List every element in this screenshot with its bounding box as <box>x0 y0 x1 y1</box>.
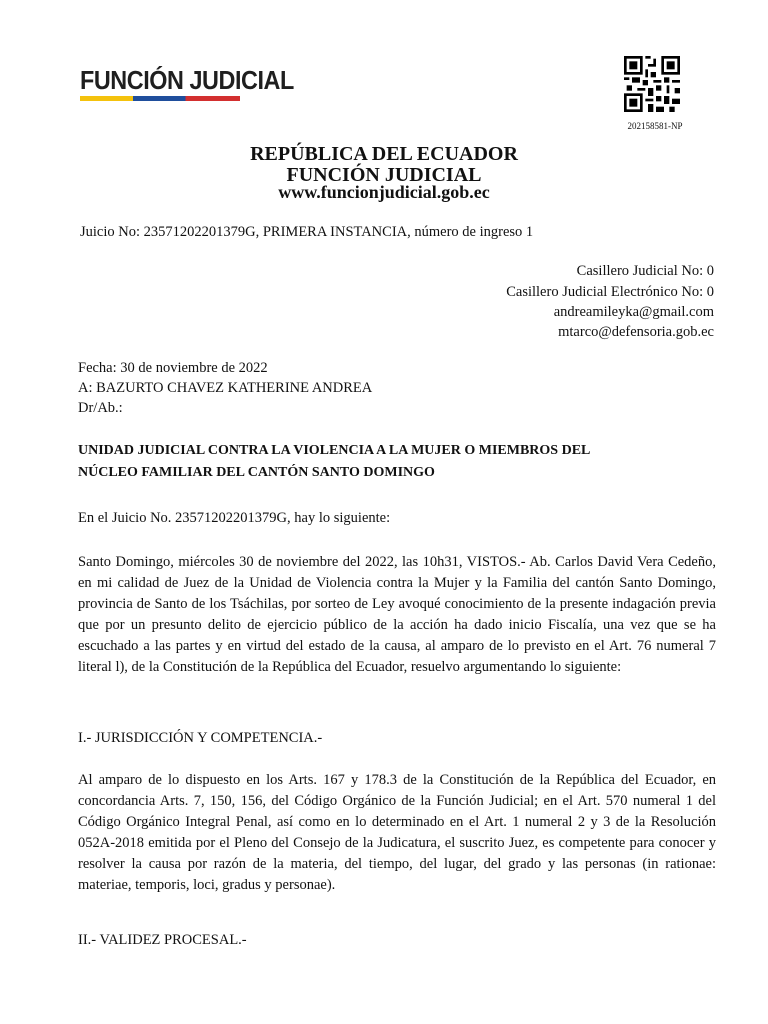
section-validez: II.- VALIDEZ PROCESAL.- <box>78 932 247 948</box>
unidad-title <box>78 440 718 484</box>
casillero-electronico: Casillero Judicial Electrónico No: 0 <box>506 284 714 300</box>
logo-text: FUNCIÓN JUDICIAL <box>80 65 294 95</box>
casillero-judicial: Casillero Judicial No: 0 <box>576 263 714 279</box>
intro-line: En el Juicio No. 23571202201379G, hay lo siguiente: <box>78 510 391 526</box>
dr-ab: Dr/Ab.: <box>78 400 123 416</box>
recipient: A: BAZURTO CHAVEZ KATHERINE ANDREA <box>78 380 373 396</box>
logo-color-bar <box>80 96 240 101</box>
casillero-email-2: mtarco@defensoria.gob.ec <box>558 324 714 340</box>
header-republica: REPÚBLICA DEL ECUADOR <box>250 143 518 165</box>
paragraph-vistos: Santo Domingo, miércoles 30 de noviembre del 2022, las 10h31, VISTOS.- Ab. Carlos David Vera Cedeño, en mi calidad de Juez de la Unidad de Violencia contra la Mujer y la Familia del cantón Santo Domingo, provincia de Santo de los Tsáchilas, por sorteo de Ley avoqué conocimiento de la presente indagación previa que por un presunto delito de ejercicio público de la acción ha dado inicio Fiscalía, una vez que se ha escuchado a las partes y en virtud del estado de la causa, al amparo de lo previsto en el Art. 76 numeral 7 literal l), de la Constitución de la República del Ecuador, resuelvo argumentando lo siguiente: <box>78 554 716 675</box>
funcion-judicial-logo <box>80 65 294 101</box>
casillero-email-1: andreamileyka@gmail.com <box>553 304 714 320</box>
section-jurisdiccion: I.- JURISDICCIÓN Y COMPETENCIA.- <box>78 730 323 746</box>
header-funcion-judicial: FUNCIÓN JUDICIAL <box>286 164 482 186</box>
unidad-line-1: UNIDAD JUDICIAL CONTRA LA VIOLENCIA A LA MUJER O MIEMBROS DEL <box>78 443 591 458</box>
juicio-number: Juicio No: 23571202201379G, PRIMERA INSTANCIA, número de ingreso 1 <box>80 224 534 240</box>
fecha: Fecha: 30 de noviembre de 2022 <box>78 360 268 376</box>
header-website: www.funcionjudicial.gob.ec <box>278 182 490 202</box>
paragraph-competencia: Al amparo de lo dispuesto en los Arts. 167 y 178.3 de la Constitución de la República del Ecuador, en concordancia Arts. 7, 150, 156, del Código Orgánico de la Función Judicial; en el Art. 570 numeral 1 del Código Orgánico Integral Penal, así como en lo determinado en el Art. 1 numeral 2 y 3 de la Resolución 052A-2018 emitida por el Pleno del Consejo de la Judicatura, el suscrito Juez, es competente para conocer y resolver la causa por razón de la materia, del tiempo, del lugar, del grado y las personas (in rationae: materiae, temporis, loci, gradus y personae). <box>78 772 716 893</box>
qr-code-icon <box>624 56 680 112</box>
qr-code-number: 202158581-NP <box>627 121 683 131</box>
unidad-line-2: NÚCLEO FAMILIAR DEL CANTÓN SANTO DOMINGO <box>78 465 435 480</box>
